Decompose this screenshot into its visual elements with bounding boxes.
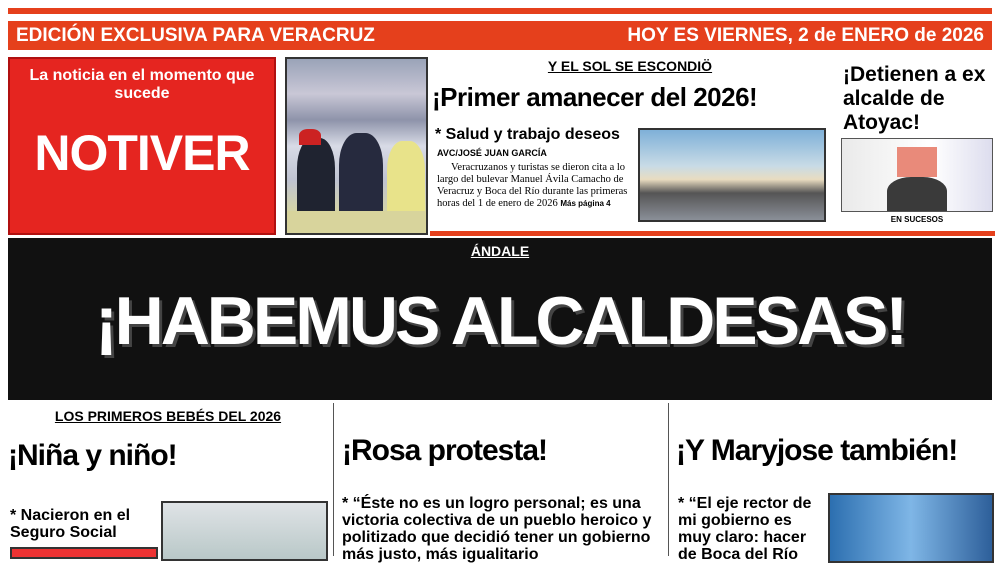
column-headline[interactable]: ¡Y Maryjose también! <box>676 434 958 467</box>
column-text: * “El eje rector de mi gobierno es muy claro: hacer de Boca del Río <box>678 495 812 563</box>
column-text: * Nacieron en el Seguro Social <box>10 507 131 541</box>
logo-name: NOTIVER <box>34 125 250 181</box>
column-maryjose <box>676 403 994 563</box>
sunrise-photo <box>285 57 428 235</box>
story-headline[interactable]: ¡Primer amanecer del 2026! <box>432 82 758 112</box>
header-band <box>8 21 992 50</box>
date-label: HOY ES VIERNES, 2 de ENERO de 2026 <box>627 24 984 46</box>
arrest-photo <box>841 138 993 212</box>
story-subhead: * Salud y trabajo deseos <box>435 126 620 143</box>
group-photo <box>638 128 826 222</box>
edition-label: EDICIÓN EXCLUSIVA PARA VERACRUZ <box>16 24 375 46</box>
column-headline[interactable]: ¡Rosa protesta! <box>342 434 548 467</box>
column-babies <box>8 403 328 556</box>
arrest-headline[interactable]: ¡Detienen a ex alcalde de Atoyac! <box>843 63 986 134</box>
babies-photo-2 <box>10 547 158 559</box>
column-rosa <box>342 403 662 563</box>
column-headline[interactable]: ¡Niña y niño! <box>8 439 177 472</box>
column-divider <box>333 403 334 556</box>
column-kicker: LOS PRIMEROS BEBÉS DEL 2026 <box>54 408 282 424</box>
column-divider <box>668 403 669 556</box>
section-label: EN SUCESOS <box>890 215 944 224</box>
main-banner <box>8 238 992 400</box>
more-link[interactable]: Más página 4 <box>560 199 611 208</box>
story-byline: AVC/JOSÉ JUAN GARCÍA <box>437 148 547 158</box>
masthead-logo[interactable] <box>8 57 276 235</box>
story-kicker: Y EL SOL SE ESCONDIÖ <box>547 58 713 74</box>
maryjose-photo <box>828 493 994 563</box>
top-rule <box>8 8 992 14</box>
babies-photo <box>161 501 328 561</box>
orange-rule <box>430 231 995 236</box>
banner-kicker: ÁNDALE <box>470 243 530 259</box>
logo-tagline: La noticia en el momento que sucede <box>29 67 255 102</box>
story-body: Veracruzanos y turistas se dieron cita a lo largo del bulevar Manuel Ávila Camacho de Veracruz y Boca del Río durante las primeras horas del 1 de enero de 2026 <box>437 162 628 209</box>
column-text: * “Éste no es un logro personal; es una victoria colectiva de un pueblo heroico y politizado que decidió tener un gobierno más justo, más igualitario <box>342 495 652 563</box>
banner-headline[interactable]: ¡HABEMUS ALCALDESAS! <box>94 283 906 359</box>
